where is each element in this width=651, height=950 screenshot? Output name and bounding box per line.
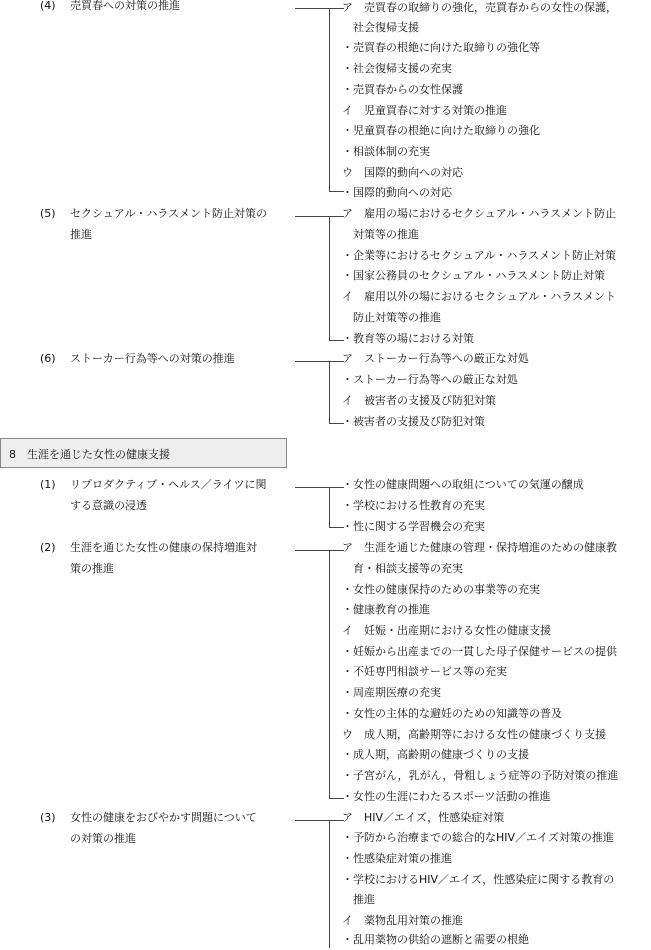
- list-item: ・相談体制の充実: [342, 145, 430, 158]
- list-item: イ 薬物乱用対策の推進: [342, 914, 463, 927]
- section-4-label: [40, 0, 300, 16]
- list-item: 防止対策等の推進: [342, 311, 441, 324]
- section-number: (3): [40, 811, 56, 824]
- list-item: ・教育等の場における対策: [342, 332, 474, 345]
- section-title: 生涯を通じた女性の健康の保持増進対: [70, 541, 257, 554]
- section-title-line2: 策の推進: [70, 562, 114, 575]
- section-title: ストーカー行為等への対策の推進: [70, 352, 235, 365]
- list-item: ・女性の健康問題への取組についての気運の醸成: [342, 478, 584, 491]
- list-item: イ 児童買春に対する対策の推進: [342, 104, 507, 117]
- list-item: ・健康教育の推進: [342, 603, 430, 616]
- bracket: [329, 820, 330, 948]
- list-item: ・性に関する学習機会の充実: [342, 520, 485, 533]
- chapter-heading: [0, 438, 287, 468]
- list-item: ・不妊専門相談サービス等の充実: [342, 665, 507, 678]
- bracket: [329, 8, 330, 192]
- bracket: [329, 216, 330, 341]
- section-title-line2: の対策の推進: [70, 832, 136, 845]
- list-item: ア HIV／エイズ，性感染症対策: [342, 811, 505, 824]
- list-item: ・女性の健康保持のための事業等の充実: [342, 583, 540, 596]
- section-number: (1): [40, 478, 56, 491]
- list-item: ・売買春からの女性保護: [342, 83, 463, 96]
- section-title: リプロダクティブ・ヘルス／ライツに関: [70, 478, 267, 491]
- list-item: ア ストーカー行為等への厳正な対処: [342, 352, 529, 365]
- list-item: ・乱用薬物の供給の遮断と需要の根絶: [342, 933, 529, 946]
- list-item: ア 雇用の場におけるセクシュアル・ハラスメント防止: [342, 207, 617, 220]
- list-item: イ 妊娠・出産期における女性の健康支援: [342, 624, 551, 637]
- list-item: ・成人期，高齢期の健康づくりの支援: [342, 748, 529, 761]
- connector: [295, 550, 329, 551]
- section-8-1-label: [40, 475, 300, 515]
- connector: [295, 820, 329, 821]
- list-item: 推進: [342, 893, 375, 906]
- list-item: ・児童買春の根絶に向けた取締りの強化: [342, 124, 540, 137]
- list-item: 対策等の推進: [342, 228, 419, 241]
- connector: [295, 361, 329, 362]
- list-item: ・妊娠から出産までの一貫した母子保健サービスの提供: [342, 645, 617, 658]
- list-item: イ 雇用以外の場におけるセクシュアル・ハラスメント: [342, 290, 617, 303]
- section-6-label: [40, 349, 300, 369]
- connector: [295, 8, 329, 9]
- list-item: ・学校におけるHIV／エイズ，性感染症に関する教育の: [342, 873, 615, 886]
- section-number: (2): [40, 541, 56, 554]
- list-item: ・社会復帰支援の充実: [342, 62, 452, 75]
- list-item: イ 被害者の支援及び防犯対策: [342, 394, 496, 407]
- bracket: [329, 361, 330, 424]
- list-item: ・被害者の支援及び防犯対策: [342, 415, 485, 428]
- list-item: ・予防から治療までの総合的なHIV／エイズ対策の推進: [342, 831, 614, 844]
- list-item: ・企業等におけるセクシュアル・ハラスメント防止対策: [342, 249, 617, 262]
- list-item: 育・相談支援等の充実: [342, 562, 463, 575]
- section-number: (4): [40, 0, 56, 12]
- section-title-line2: する意識の浸透: [70, 499, 147, 512]
- connector: [295, 487, 329, 488]
- section-title: 女性の健康をおびやかす問題について: [70, 811, 257, 824]
- section-8-2-label: [40, 538, 300, 578]
- section-title-line2: 推進: [70, 228, 92, 241]
- list-item: ア 生涯を通じた健康の管理・保持増進のための健康教: [342, 541, 617, 554]
- connector: [295, 216, 329, 217]
- list-item: ・学校における性教育の充実: [342, 499, 485, 512]
- list-item: ・女性の主体的な避妊のための知識等の普及: [342, 707, 562, 720]
- list-item: ウ 成人期，高齢期等における女性の健康づくり支援: [342, 728, 606, 741]
- list-item: ・国家公務員のセクシュアル・ハラスメント防止対策: [342, 269, 606, 282]
- list-item: ・性感染症対策の推進: [342, 852, 452, 865]
- section-number: (5): [40, 207, 56, 220]
- list-item: ・売買春の根絶に向けた取締りの強化等: [342, 41, 540, 54]
- list-item: ・国際的動向への対応: [342, 186, 452, 199]
- section-8-3-label: [40, 808, 300, 848]
- list-item: ア 売買春の取締りの強化，売買春からの女性の保護，: [342, 1, 617, 14]
- list-item: ・子宮がん，乳がん，骨粗しょう症等の予防対策の推進: [342, 769, 619, 782]
- chapter-heading-text: 8 生涯を通じた女性の健康支援: [9, 448, 170, 461]
- list-item: ・ストーカー行為等への厳正な対処: [342, 373, 518, 386]
- list-item: ・周産期医療の充実: [342, 686, 441, 699]
- section-title: セクシュアル・ハラスメント防止対策の: [70, 207, 268, 220]
- list-item: ・女性の生涯にわたるスポーツ活動の推進: [342, 790, 551, 803]
- list-item: ウ 国際的動向への対応: [342, 166, 463, 179]
- bracket: [329, 550, 330, 799]
- section-title: 売買春への対策の推進: [70, 0, 180, 12]
- section-number: (6): [40, 352, 56, 365]
- bracket: [329, 487, 330, 528]
- list-item: 社会復帰支援: [342, 21, 419, 34]
- section-5-label: [40, 204, 300, 244]
